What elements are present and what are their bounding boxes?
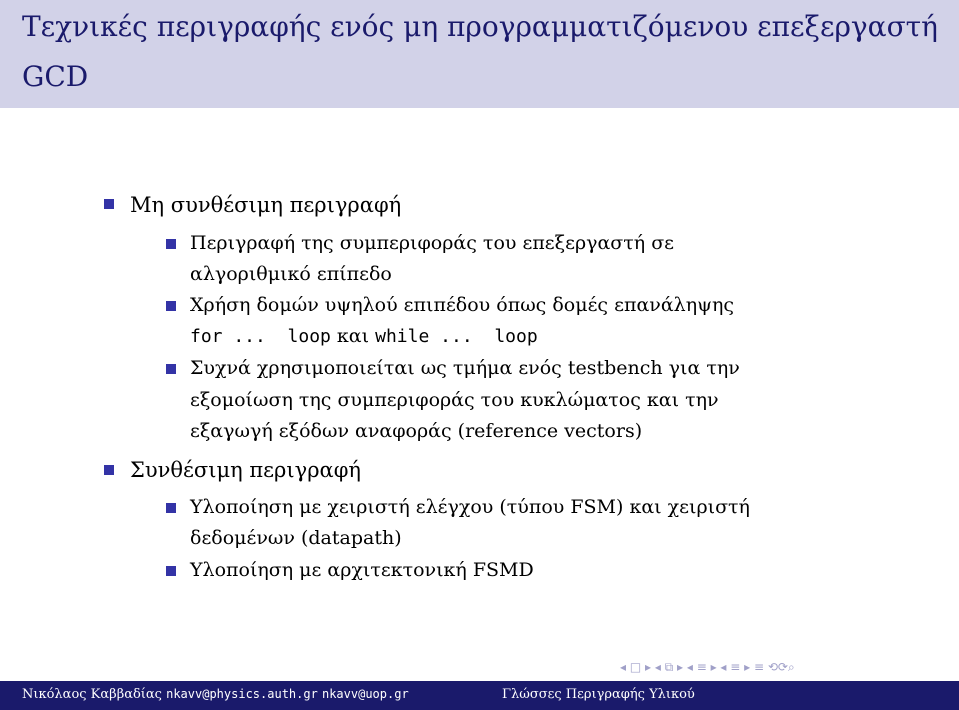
code-text: while ... loop — [375, 326, 538, 347]
slide-title: Τεχνικές περιγραφής ενός μη προγραμματιζόμενου επεξεργαστή GCD — [22, 10, 938, 93]
square-bullet-icon — [166, 301, 176, 311]
square-bullet-icon — [166, 566, 176, 576]
author-name: Νικόλαος Καββαδίας — [22, 687, 162, 702]
list-item-line — [190, 321, 870, 352]
square-bullet-icon — [104, 199, 114, 209]
section-label: Συνθέσιμη περιγραφή — [130, 458, 361, 482]
footer-bar — [0, 681, 959, 710]
square-bullet-icon — [104, 465, 114, 475]
code-text: for ... loop — [190, 326, 331, 347]
section-label: Μη συνθέσιμη περιγραφή — [130, 193, 402, 217]
connector-text: και — [330, 325, 376, 347]
list-item-line: Υλοποίηση με χειριστή ελέγχου (τύπου FSM) και χειριστή — [190, 496, 750, 518]
list-item-line: εξαγωγή εξόδων αναφοράς (reference vectors) — [190, 420, 643, 442]
author-email-1[interactable]: nkavv@physics.auth.gr — [166, 687, 318, 701]
author-email-2[interactable]: nkavv@uop.gr — [321, 687, 409, 701]
beamer-navigation-controls[interactable]: ◂ □ ▸ ◂ ⧉ ▸ ◂ ≡ ▸ ◂ ≡ ▸ ≡ ⟲⟳⌕ — [620, 660, 795, 674]
footer-course-title: Γλώσσες Περιγραφής Υλικού — [502, 687, 695, 702]
list-item-line: Χρήση δομών υψηλού επιπέδου όπως δομές επανάληψης — [190, 294, 735, 316]
footer-author — [22, 687, 409, 702]
list-item-line: δεδομένων (datapath) — [190, 527, 402, 549]
list-item-line: εξομοίωση της συμπεριφοράς του κυκλώματος και την — [190, 389, 719, 411]
list-item-line: Συχνά χρησιμοποιείται ως τμήμα ενός testbench για την — [190, 357, 740, 379]
square-bullet-icon — [166, 503, 176, 513]
list-item-line: Περιγραφή της συμπεριφοράς του επεξεργαστή σε — [190, 232, 675, 254]
list-item-line: αλγοριθμικό επίπεδο — [190, 263, 392, 285]
list-item-line: Υλοποίηση με αρχιτεκτονική FSMD — [190, 559, 534, 581]
square-bullet-icon — [166, 239, 176, 249]
square-bullet-icon — [166, 364, 176, 374]
